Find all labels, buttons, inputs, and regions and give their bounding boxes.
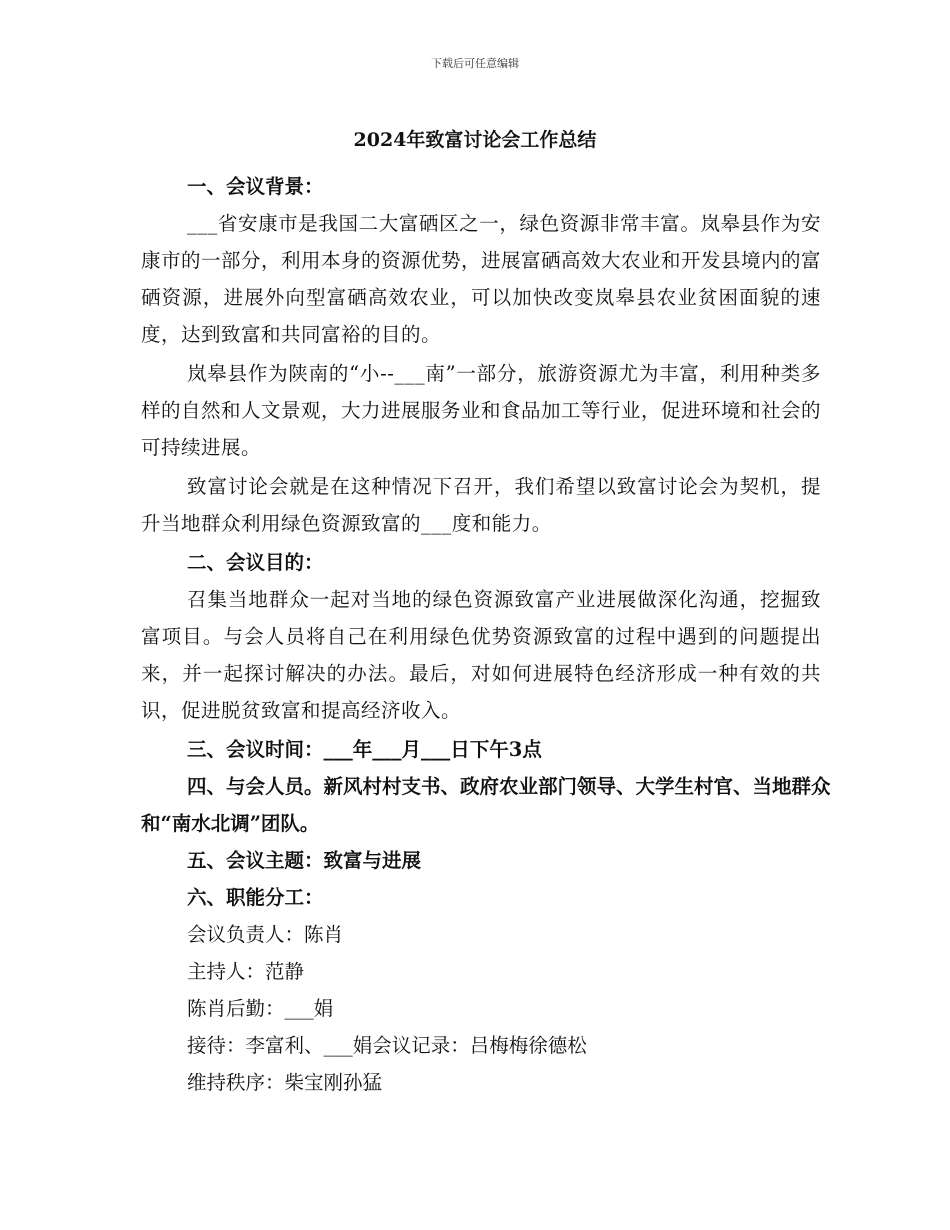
- section-heading-background: 一、会议背景：: [187, 175, 324, 198]
- section-heading-purpose: 二、会议目的：: [187, 551, 324, 574]
- background-paragraph-2: 岚皋县作为陕南的“小--___南”一部分，旅游资源尤为丰富，利用种类多样的自然和人文景观，大力进展服务业和食品加工等行业，促进环境和社会的可持续进展。: [141, 362, 822, 459]
- purpose-paragraph: 召集当地群众一起对当地的绿色资源致富产业进展做深化沟通，挖掘致富项目。与会人员将自己在利用绿色优势资源致富的过程中遇到的问题提出来，并一起探讨解决的办法。最后，对如何进展特色经济形成一种有效的共识，促进脱贫致富和提高经济收入。: [141, 588, 821, 722]
- section-heading-time: 三、会议时间：___年___月___日下午3点: [187, 738, 542, 761]
- role-item: 维持秩序：柴宝刚孙猛: [187, 1071, 383, 1094]
- background-paragraph-3: 致富讨论会就是在这种情况下召开，我们希望以致富讨论会为契机，提升当地群众利用绿色资源致富的___度和能力。: [141, 475, 821, 535]
- role-item: 主持人：范静: [187, 960, 305, 983]
- role-item: 陈肖后勤：___娟: [187, 997, 334, 1020]
- section-heading-attendees: 四、与会人员。新风村村支书、政府农业部门领导、大学生村官、当地群众和“南水北调”团队。: [141, 775, 831, 835]
- header-note: 下载后可任意编辑: [431, 57, 519, 70]
- document-title: 2024年致富讨论会工作总结: [353, 129, 597, 151]
- document-body: [141, 168, 831, 1101]
- background-paragraph-1: ___省安康市是我国二大富硒区之一，绿色资源非常丰富。岚皋县作为安康市的一部分，利用本身的资源优势，进展富硒高效大农业和开发县境内的富硒资源，进展外向型富硒高效农业，可以加快改变岚皋县农业贫困面貌的速度，达到致富和共同富裕的目的。: [141, 212, 822, 346]
- role-item: 接待：李富利、___娟会议记录：吕梅梅徐德松: [187, 1034, 587, 1057]
- role-item: 会议负责人：陈肖: [187, 923, 344, 946]
- section-heading-theme: 五、会议主题：致富与进展: [187, 849, 422, 872]
- section-heading-roles: 六、职能分工：: [187, 886, 324, 909]
